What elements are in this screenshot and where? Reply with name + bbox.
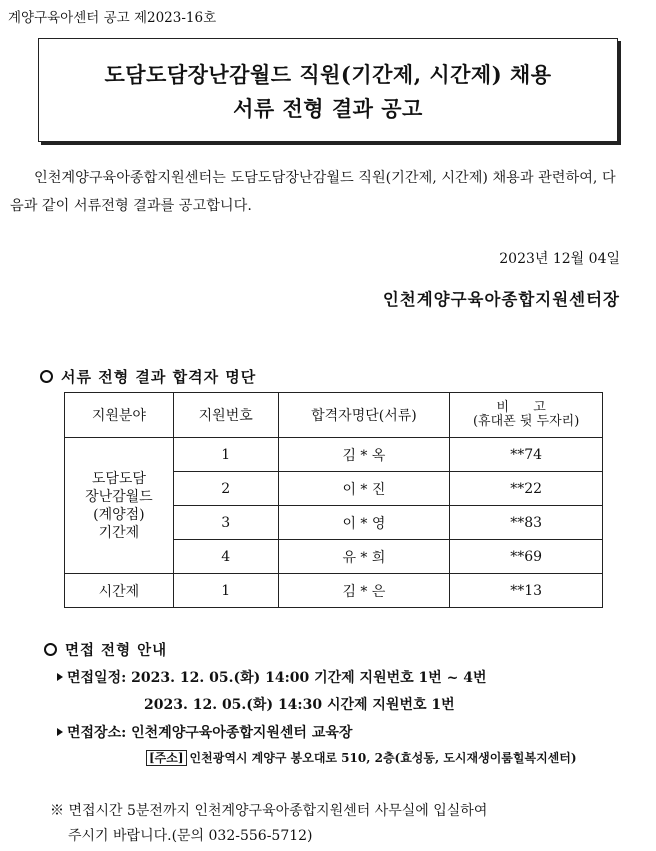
cell-note: **74 (450, 438, 603, 472)
address-line (146, 749, 577, 766)
notice-date: 2023년 12월 04일 (499, 251, 620, 267)
cell-name: 김 * 은 (278, 574, 450, 608)
schedule-label: 면접일정: (67, 670, 127, 686)
interview-schedule-line-1 (57, 667, 487, 687)
header-note (450, 393, 603, 438)
notice-number: 계양구육아센터 공고 제2023-16호 (8, 10, 217, 26)
table-row (65, 574, 603, 608)
arrow-bullet-icon (57, 728, 63, 736)
organization-signature: 인천계양구육아종합지원센터장 (382, 290, 620, 309)
schedule-2: 2023. 12. 05.(화) 14:30 시간제 지원번호 1번 (144, 697, 455, 713)
header-note-bottom: (휴대폰 뒷 두자리) (472, 414, 580, 429)
title-line-2: 서류 전형 결과 공고 (233, 96, 423, 121)
section-result-heading (40, 366, 256, 387)
group-part-time-label: 시간제 (65, 574, 174, 608)
header-name: 합격자명단(서류) (278, 393, 450, 438)
cell-name: 이 * 영 (278, 506, 450, 540)
address-value: 인천광역시 계양구 봉오대로 510, 2층(효성동, 도시재생이룸힐복지센터) (189, 751, 577, 765)
interview-place-line (57, 722, 352, 742)
place-value: 인천계양구육아종합지원센터 교육장 (131, 725, 353, 741)
title-line-1: 도담도담장난감월드 직원(기간제, 시간제) 채용 (104, 62, 552, 87)
table-header-row (65, 393, 603, 438)
cell-name: 유 * 희 (278, 540, 450, 574)
section-interview-title: 면접 전형 안내 (65, 642, 168, 659)
group-fixed-term-label: 도담도담 장난감월드 (계양점) 기간제 (65, 438, 174, 574)
title-box (38, 38, 618, 142)
footer-line-2: 주시기 바랍니다.(문의 032-556-5712) (68, 828, 313, 844)
cell-number: 2 (173, 472, 278, 506)
circle-bullet-icon (40, 370, 53, 383)
section-interview-heading (44, 639, 167, 660)
circle-bullet-icon (44, 643, 57, 656)
intro-paragraph: 인천계양구육아종합지원센터는 도담도담장난감월드 직원(기간제, 시간제) 채용과 관련하여, 다음과 같이 서류전형 결과를 공고합니다. (10, 170, 616, 214)
schedule-1: 2023. 12. 05.(화) 14:00 기간제 지원번호 1번 ~ 4번 (131, 670, 487, 686)
header-field: 지원분야 (65, 393, 174, 438)
result-table (64, 392, 603, 608)
footer-line-1: ※ 면접시간 5분전까지 인천계양구육아종합지원센터 사무실에 입실하여 (50, 803, 488, 819)
cell-number: 1 (173, 574, 278, 608)
cell-name: 이 * 진 (278, 472, 450, 506)
cell-note: **13 (450, 574, 603, 608)
header-number: 지원번호 (173, 393, 278, 438)
place-label: 면접장소: (67, 725, 127, 741)
cell-number: 1 (173, 438, 278, 472)
arrow-bullet-icon (57, 673, 63, 681)
cell-note: **69 (450, 540, 603, 574)
cell-note: **83 (450, 506, 603, 540)
cell-number: 4 (173, 540, 278, 574)
table-row (65, 438, 603, 472)
cell-number: 3 (173, 506, 278, 540)
address-tag: [주소] (146, 750, 187, 766)
cell-note: **22 (450, 472, 603, 506)
section-result-title: 서류 전형 결과 합격자 명단 (61, 368, 257, 386)
header-note-top: 비 고 (496, 400, 556, 415)
cell-name: 김 * 옥 (278, 438, 450, 472)
